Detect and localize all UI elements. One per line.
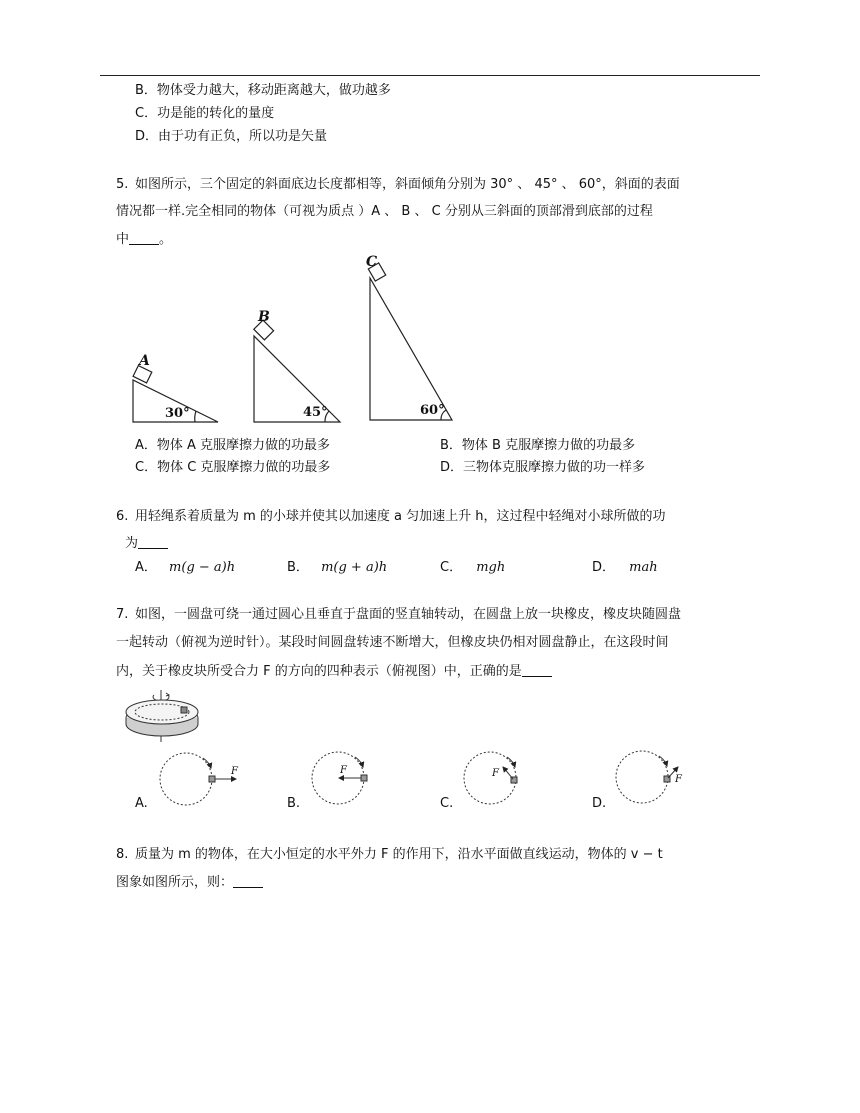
force-label-b: F: [340, 765, 347, 776]
q6-option-d-expr: mah: [629, 560, 658, 575]
q6-option-d-label: D．: [592, 560, 616, 575]
q6-option-a-expr: m(g − a)h: [169, 560, 236, 575]
q5-option-d: D．三物体克服摩擦力做的功一样多: [440, 460, 646, 475]
q5-option-a: A．物体 A 克服摩擦力做的功最多: [135, 438, 331, 453]
q7-line3-text: 内，关于橡皮块所受合力 F 的方向的四种表示（俯视图）中，正确的是: [116, 664, 522, 679]
angle-30: 30°: [165, 406, 190, 421]
q7-number: 7.: [116, 607, 129, 622]
prev-option-d: D．由于功有正负，所以功是矢量: [135, 129, 328, 144]
q6-line2-text: 为: [125, 536, 139, 551]
option-a-circle: [160, 753, 212, 805]
prev-option-c: C．功是能的转化的量度: [135, 106, 275, 121]
q6-option-b-expr: m(g + a)h: [321, 560, 388, 575]
force-label-d: F: [675, 774, 682, 785]
q8-text-line1: 质量为 m 的物体，在大小恒定的水平外力 F 的作用下，沿水平面做直线运动，物体的 v − t: [135, 847, 663, 862]
option-c-circle: [464, 752, 516, 804]
option-c-force: [503, 767, 513, 779]
q6-number: 6.: [116, 509, 129, 524]
q8-answer-blank: [233, 873, 263, 888]
q5-number: 5.: [116, 177, 129, 192]
q5-option-c: C．物体 C 克服摩擦力做的功最多: [135, 460, 331, 475]
q8-text-line2: [116, 873, 263, 892]
q6-option-a-label: A．: [135, 560, 157, 575]
q6-option-c-expr: mgh: [476, 560, 506, 575]
q6-option-b-label: B．: [287, 560, 309, 575]
label-b: B: [258, 309, 270, 325]
force-label-a: F: [231, 766, 238, 777]
q6-option-c-label: C．: [440, 560, 463, 575]
angle-60: 60°: [420, 403, 445, 418]
force-label-c: F: [492, 768, 499, 779]
q5-text-line1: 如图所示，三个固定的斜面底边长度都相等，斜面倾角分别为 30° 、 45° 、 60°，斜面的表面: [135, 177, 680, 192]
q7-option-b: B.: [287, 796, 301, 811]
q8-number: 8.: [116, 847, 129, 862]
q7-text-line1: 如图，一圆盘可绕一通过圆心且垂直于盘面的竖直轴转动，在圆盘上放一块橡皮，橡皮块随圆盘: [135, 607, 682, 622]
option-d-circle: [616, 751, 668, 803]
q7-option-c: C.: [440, 796, 454, 811]
q7-text-line2: 一起转动（俯视为逆时针）。某段时间圆盘转速不断增大，但橡皮块仍相对圆盘静止，在这段时间: [116, 635, 669, 650]
q6-text-line1: 用轻绳系着质量为 m 的小球并使其以加速度 a 匀加速上升 h，这过程中轻绳对小球所做的功: [135, 509, 666, 524]
q7-option-a: A.: [135, 796, 148, 811]
q5-line3-end: 。: [159, 232, 173, 247]
angle-45: 45°: [303, 405, 328, 420]
prev-option-b: B．物体受力越大，移动距离越大，做功越多: [135, 83, 391, 98]
q5-line3-text: 中: [116, 232, 130, 247]
q5-text-line2: 情况都一样.完全相同的物体（可视为质点 ）A 、 B 、 C 分别从三斜面的顶部滑到底部的过程: [116, 204, 653, 219]
q7-option-d: D.: [592, 796, 607, 811]
q8-line2-text: 图象如图所示，则：: [116, 875, 234, 890]
label-a: A: [139, 353, 150, 369]
q5-option-b: B．物体 B 克服摩擦力做的功最多: [440, 438, 636, 453]
label-c: C: [366, 254, 378, 270]
